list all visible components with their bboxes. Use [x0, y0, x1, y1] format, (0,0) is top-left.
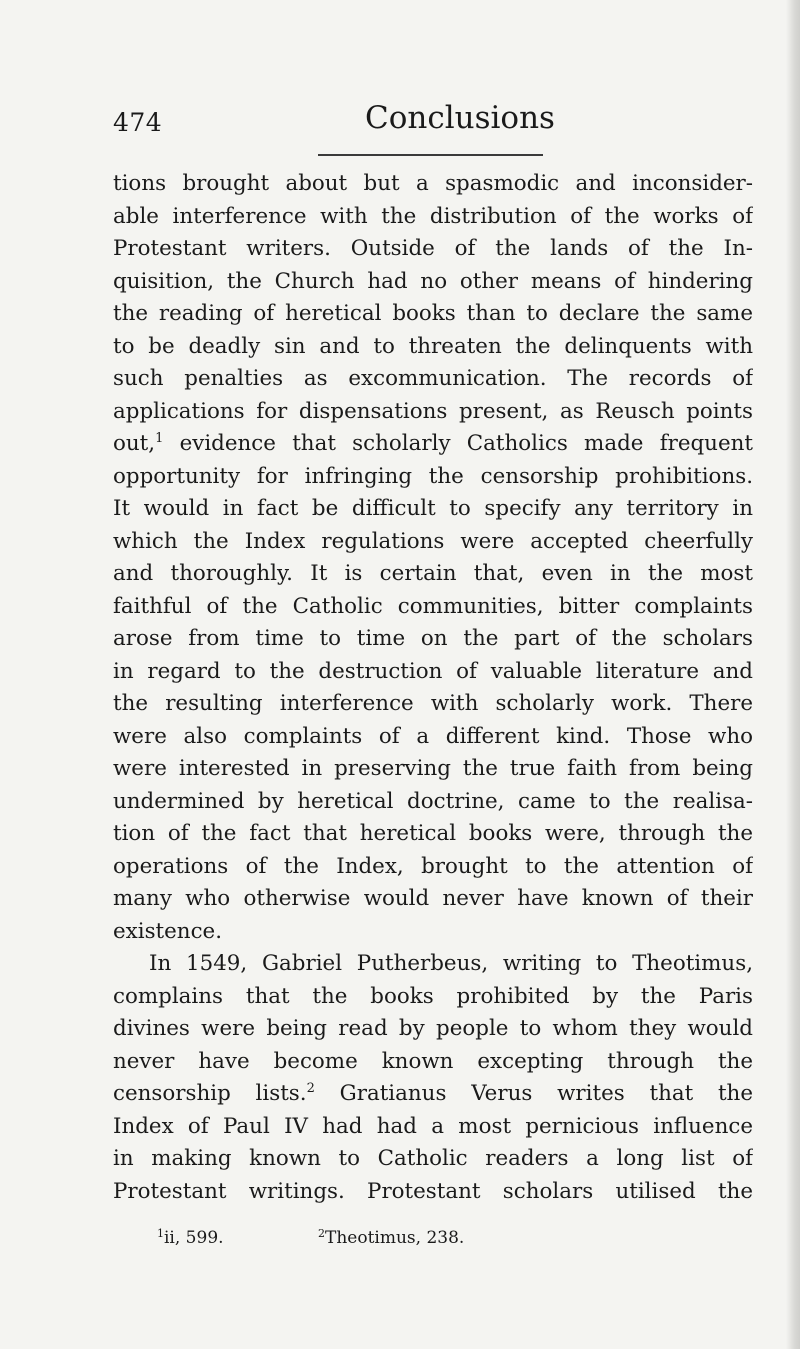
text-line: divines were being read by people to whom they would [113, 1016, 753, 1041]
body-text [113, 168, 753, 1208]
text-line: were interested in preserving the true faith from being [113, 756, 753, 781]
text-line: faithful of the Catholic communities, bitter complaints [113, 593, 753, 619]
footnote-marker: 1 [157, 1227, 164, 1240]
footnote-marker: 2 [318, 1227, 325, 1240]
footnote [157, 1228, 224, 1248]
text-line: Protestant writers. Outside of the lands of the In- [113, 236, 753, 261]
text-line: tions brought about but a spasmodic and inconsider- [113, 171, 753, 196]
text-line: operations of the Index, brought to the attention of [113, 853, 753, 879]
text-line: quisition, the Church had no other means of hindering [113, 268, 753, 294]
text-line: the reading of heretical books than to declare the same [113, 301, 753, 326]
text-line: many who otherwise would never have known of their [113, 886, 753, 911]
text-line: able interference with the distribution of the works of [113, 203, 753, 229]
footnote-reference: 2 [306, 1081, 315, 1096]
text-line: in regard to the destruction of valuable literature and [113, 658, 753, 684]
footnote-reference: 1 [155, 431, 164, 446]
text-line: the resulting interference with scholarly work. There [113, 691, 753, 716]
text-segment: Gratianus Verus writes that the [314, 1081, 753, 1106]
text-line: which the Index regulations were accepted cheerfully [113, 528, 753, 554]
text-line: such penalties as excommunication. The records of [113, 366, 753, 391]
page-edge-shadow [786, 0, 800, 1349]
text-line [113, 428, 753, 461]
text-line: In 1549, Gabriel Putherbeus, writing to Theotimus, [149, 951, 753, 976]
text-segment: out, [113, 431, 156, 456]
text-line: in making known to Catholic readers a long list of [113, 1146, 753, 1171]
footnote-text: ii, 599. [164, 1228, 224, 1248]
text-line: applications for dispensations present, as Reusch points [113, 398, 753, 424]
page-number: 474 [113, 108, 163, 137]
text-line: opportunity for infringing the censorship prohibitions. [113, 463, 753, 489]
running-header [113, 100, 753, 160]
text-line: undermined by heretical doctrine, came to the realisa- [113, 788, 753, 814]
text-line: were also complaints of a different kind. Those who [113, 723, 753, 749]
text-line: existence. [113, 918, 223, 944]
title-rule [318, 154, 543, 156]
text-line: complains that the books prohibited by the Paris [113, 983, 753, 1009]
text-segment: evidence that scholarly Catholics made frequent [163, 431, 753, 456]
running-title: Conclusions [365, 100, 555, 136]
footnote-text: Theotimus, 238. [325, 1228, 465, 1248]
text-line: It would in fact be difficult to specify any territory in [113, 496, 753, 521]
text-line: Protestant writings. Protestant scholars utilised the [113, 1178, 753, 1204]
text-line: tion of the fact that heretical books were, through the [113, 821, 753, 846]
text-segment: censorship lists. [113, 1081, 307, 1106]
text-line: and thoroughly. It is certain that, even in the most [113, 561, 753, 586]
footnotes [157, 1228, 717, 1256]
text-line: Index of Paul IV had had a most pernicious influence [113, 1113, 753, 1139]
footnote [318, 1228, 464, 1248]
text-line: never have become known excepting through the [113, 1048, 753, 1074]
text-line [113, 1078, 753, 1111]
text-line: to be deadly sin and to threaten the delinquents with [113, 333, 753, 359]
text-line: arose from time to time on the part of the scholars [113, 626, 753, 651]
